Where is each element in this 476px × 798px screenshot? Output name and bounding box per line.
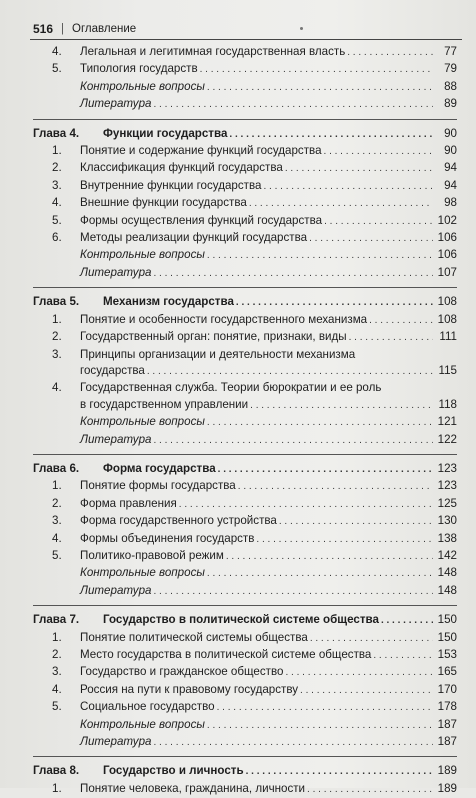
toc-item-line2[interactable]: государства . . . 115 (33, 363, 457, 380)
toc-item[interactable]: 1. Понятие человека, гражданина, личности . . . 189 (33, 781, 457, 798)
toc-item[interactable]: 2. Форма правления . . . 125 (33, 496, 457, 513)
leader-dots (154, 735, 434, 751)
leader-dots (154, 584, 434, 600)
toc-item[interactable]: 4. Легальная и легитимная государственная власть . . . 77 (33, 44, 457, 61)
leader-dots (369, 313, 433, 329)
toc-item[interactable]: 5. Формы осуществления функций государства . . . 102 (33, 213, 457, 230)
toc-literature[interactable]: Литература . . . 107 (33, 265, 457, 282)
leader-dots (279, 514, 433, 530)
chapter-divider (33, 287, 457, 288)
leader-dots (154, 433, 434, 449)
page-number: 516 (33, 22, 54, 36)
leader-dots (349, 330, 433, 346)
chapter-heading[interactable]: Глава 6. Форма государства . . . 123 (33, 461, 457, 478)
leader-dots (207, 415, 433, 431)
toc-questions[interactable]: Контрольные вопросы . . . 106 (33, 247, 457, 264)
toc-item[interactable]: 1. Понятие и содержание функций государства . . . 90 (33, 143, 457, 160)
leader-dots (229, 127, 433, 143)
table-of-contents (33, 44, 457, 798)
chapter-heading[interactable]: Глава 5. Механизм государства . . . 108 (33, 294, 457, 311)
leader-dots (217, 700, 433, 716)
leader-dots (310, 631, 433, 647)
leader-dots (238, 479, 433, 495)
leader-dots (207, 718, 433, 734)
chapter-divider (33, 119, 457, 120)
chapter-heading[interactable]: Глава 4. Функции государства . . . 90 (33, 126, 457, 143)
toc-item[interactable]: 1. Понятие и особенности государственного механизма . . . 108 (33, 312, 457, 329)
leader-dots (373, 648, 433, 664)
leader-dots (207, 248, 433, 264)
chapter-divider (33, 454, 457, 455)
leader-dots (147, 364, 433, 380)
leader-dots (285, 161, 433, 177)
leader-dots (207, 80, 433, 96)
toc-item[interactable]: 3. Государство и гражданское общество . . . 165 (33, 664, 457, 681)
leader-dots (309, 231, 433, 247)
toc-literature[interactable]: Литература . . . 187 (33, 734, 457, 751)
leader-dots (307, 782, 433, 798)
toc-literature[interactable]: Литература . . . 89 (33, 96, 457, 113)
leader-dots (347, 45, 433, 61)
leader-dots (250, 398, 433, 414)
leader-dots (324, 214, 433, 230)
toc-item[interactable]: 2. Место государства в политической системе общества . . . 153 (33, 647, 457, 664)
chapter-heading[interactable]: Глава 8. Государство и личность . . . 189 (33, 763, 457, 780)
toc-questions[interactable]: Контрольные вопросы . . . 121 (33, 414, 457, 431)
leader-dots (300, 683, 433, 699)
leader-dots (246, 764, 433, 780)
toc-item[interactable]: 1. Понятие формы государства . . . 123 (33, 478, 457, 495)
leader-dots (218, 462, 433, 478)
toc-questions[interactable]: Контрольные вопросы . . . 187 (33, 717, 457, 734)
leader-dots (249, 196, 433, 212)
print-speck (300, 27, 303, 30)
leader-dots (154, 97, 434, 113)
leader-dots (200, 62, 433, 78)
leader-dots (324, 144, 433, 160)
toc-literature[interactable]: Литература . . . 122 (33, 432, 457, 449)
toc-item[interactable]: 2. Классификация функций государства . . . 94 (33, 160, 457, 177)
toc-item[interactable]: 4. Формы объединения государств . . . 138 (33, 531, 457, 548)
toc-item[interactable]: 6. Методы реализации функций государства . . . 106 (33, 230, 457, 247)
toc-item[interactable]: 5. Социальное государство . . . 178 (33, 699, 457, 716)
toc-item[interactable]: 4. Россия на пути к правовому государству . . . 170 (33, 682, 457, 699)
toc-item[interactable]: 3. Внутренние функции государства . . . 94 (33, 178, 457, 195)
leader-dots (154, 266, 434, 282)
toc-item[interactable]: 3. Форма государственного устройства . . . 130 (33, 513, 457, 530)
chapter-divider (33, 756, 457, 757)
leader-dots (179, 497, 433, 513)
chapter-divider (33, 605, 457, 606)
toc-item-line2[interactable]: в государственном управлении . . . 118 (33, 397, 457, 414)
toc-literature[interactable]: Литература . . . 148 (33, 583, 457, 600)
leader-dots (236, 295, 433, 311)
running-header (33, 20, 462, 38)
toc-item[interactable]: 4. Внешние функции государства . . . 98 (33, 195, 457, 212)
toc-item[interactable]: 5. Политико-правовой режим . . . 142 (33, 548, 457, 565)
leader-dots (263, 179, 433, 195)
header-title: Оглавление (72, 23, 137, 35)
leader-dots (207, 566, 433, 582)
toc-item[interactable]: 2. Государственный орган: понятие, признаки, виды . . . 111 (33, 329, 457, 346)
toc-item-line1[interactable]: 3. Принципы организации и деятельности механизма (52, 347, 356, 361)
leader-dots (256, 532, 433, 548)
leader-dots (285, 665, 433, 681)
toc-item[interactable]: 5. Типология государств . . . 79 (33, 61, 457, 78)
header-separator: | (61, 23, 65, 35)
toc-item[interactable]: 1. Понятие политической системы общества . . . 150 (33, 630, 457, 647)
chapter-heading[interactable]: Глава 7. Государство в политической системе общества . . . 150 (33, 612, 457, 629)
toc-questions[interactable]: Контрольные вопросы . . . 148 (33, 565, 457, 582)
header-rule (30, 39, 462, 40)
leader-dots (226, 549, 433, 565)
toc-questions[interactable]: Контрольные вопросы . . . 88 (33, 79, 457, 96)
leader-dots (381, 613, 433, 629)
toc-item-line1[interactable]: 4. Государственная служба. Теории бюрократии и ее роль (52, 381, 382, 395)
